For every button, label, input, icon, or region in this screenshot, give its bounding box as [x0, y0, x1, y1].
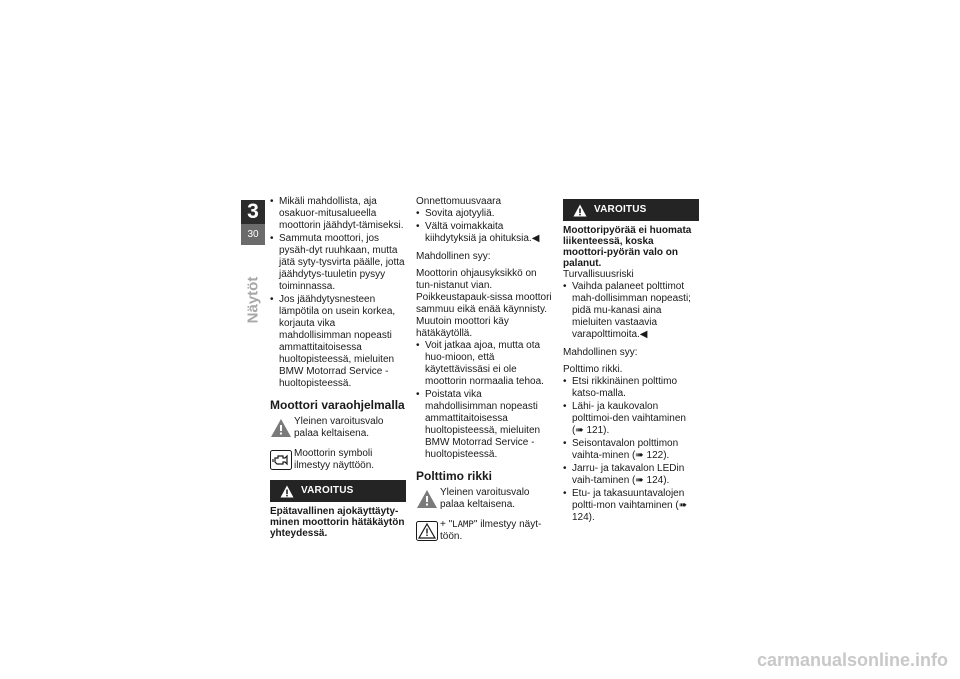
indicator-text: Yleinen varoitusvalo palaa keltaisena. — [440, 487, 530, 510]
cause-text: Moottorin ohjausyksikkö on tun-nistanut vian. Poikkeustapauk-sissa moottori sammuu eikä enää käynnisty. Muutoin moottori käy hätäkäytöllä. — [416, 268, 552, 339]
cooling-tips-list — [270, 196, 406, 390]
warning-lead: Epätavallinen ajokäyttäyty-minen moottorin hätäkäytön yhteydessä. — [270, 506, 405, 539]
chapter-tab — [241, 200, 265, 245]
list-item: • Lähi- ja kaukovalon polttimoi-den vaihtaminen (➠ 121). — [563, 401, 699, 437]
page-number: 30 — [241, 224, 265, 245]
list-item: • Mikäli mahdollista, aja osakuor-mitusalueella moottorin jäähdyt-tämiseksi. — [270, 196, 406, 232]
lamp-display-text: LAMP — [452, 520, 474, 530]
indicator-row-engine — [270, 448, 406, 472]
riding-advice-list — [416, 208, 552, 245]
list-item: • Poistata vika mahdollisimman nopeasti ammattitaitoisessa huoltopisteessä, mieluiten BMW Motorrad Service -huoltopisteessä. — [416, 389, 552, 461]
section-side-label — [233, 255, 273, 345]
warning-lead: Moottoripyörää ei huomata liikenteessä, koska moottori-pyörän valo on palanut. — [563, 225, 692, 269]
lamp-text-post: " ilmestyy näyt-töön. — [440, 519, 542, 542]
list-item: • Sammuta moottori, jos pysäh-dyt ruuhkaan, mutta jätä syty-tysvirta päälle, jotta jäähdytys-tuuletin pysyy toiminnassa. — [270, 233, 406, 293]
indicator-text: Moottorin symboli ilmestyy näyttöön. — [294, 448, 375, 471]
warning-label: VAROITUS — [594, 204, 647, 215]
list-item: • Jarru- ja takavalon LEDin vaih-taminen (➠ 124). — [563, 463, 699, 487]
indicator-text: Yleinen varoitusvalo palaa keltaisena. — [294, 416, 384, 439]
warning-triangle-icon — [573, 204, 587, 217]
section-heading-bulb-failure: Polttimo rikki — [416, 469, 493, 483]
engine-icon — [270, 450, 292, 470]
list-item: • Etu- ja takasuuntavalojen poltti-mon vaihtaminen (➠ 124). — [563, 488, 699, 524]
indicator-row-lamp — [416, 519, 552, 543]
indicator-text — [440, 519, 552, 543]
possible-cause-label: Mahdollinen syy: — [416, 251, 491, 262]
lamp-warning-icon — [416, 521, 438, 541]
section-heading-emergency-mode: Moottori varaohjelmalla — [270, 398, 405, 412]
lamp-text-pre: + " — [440, 519, 453, 530]
warning-triangle-icon — [280, 485, 294, 498]
warning-box — [270, 480, 406, 502]
bulb-advice-list — [563, 281, 699, 341]
list-item: • Vaihda palaneet polttimot mah-dollisimman nopeasti; pidä mu-kanasi aina mieluiten vastaavia varapolttimoita.◀ — [563, 281, 699, 341]
warning-triangle-icon — [270, 418, 292, 438]
chapter-number: 3 — [247, 200, 259, 223]
indicator-row-general-warning — [416, 487, 552, 511]
warning-box — [563, 199, 699, 221]
indicator-row-general-warning — [270, 416, 406, 440]
action-list — [563, 376, 699, 524]
column-1 — [270, 196, 406, 539]
risk-text: Turvallisuusriski — [563, 269, 634, 280]
warning-triangle-icon — [416, 489, 438, 509]
possible-cause-label: Mahdollinen syy: — [563, 347, 638, 358]
list-item: • Seisontavalon polttimon vaihta-minen (➠ 122). — [563, 438, 699, 462]
watermark: carmanualsonline.info — [756, 650, 948, 670]
list-item: • Vältä voimakkaita kiihdytyksiä ja ohituksia.◀ — [416, 221, 552, 245]
warning-label: VAROITUS — [301, 485, 354, 496]
section-name: Näytöt — [244, 276, 262, 324]
list-item: • Etsi rikkinäinen polttimo katso-malla. — [563, 376, 699, 400]
cause-text: Polttimo rikki. — [563, 364, 623, 375]
column-3 — [563, 196, 699, 530]
column-2 — [416, 196, 552, 551]
list-item: • Sovita ajotyyliä. — [416, 208, 552, 220]
action-list — [416, 340, 552, 461]
list-item: • Jos jäähdytysnesteen lämpötila on usein korkea, korjauta vika mahdollisimman nopeasti ammattitaitoisessa huoltopisteessä, mieluiten BMW Motorrad Service -huoltopisteessä. — [270, 294, 406, 390]
risk-text: Onnettomuusvaara — [416, 196, 502, 207]
list-item: • Voit jatkaa ajoa, mutta ota huo-mioon, että käytettävissäsi ei ole moottorin normaalia tehoa. — [416, 340, 552, 388]
